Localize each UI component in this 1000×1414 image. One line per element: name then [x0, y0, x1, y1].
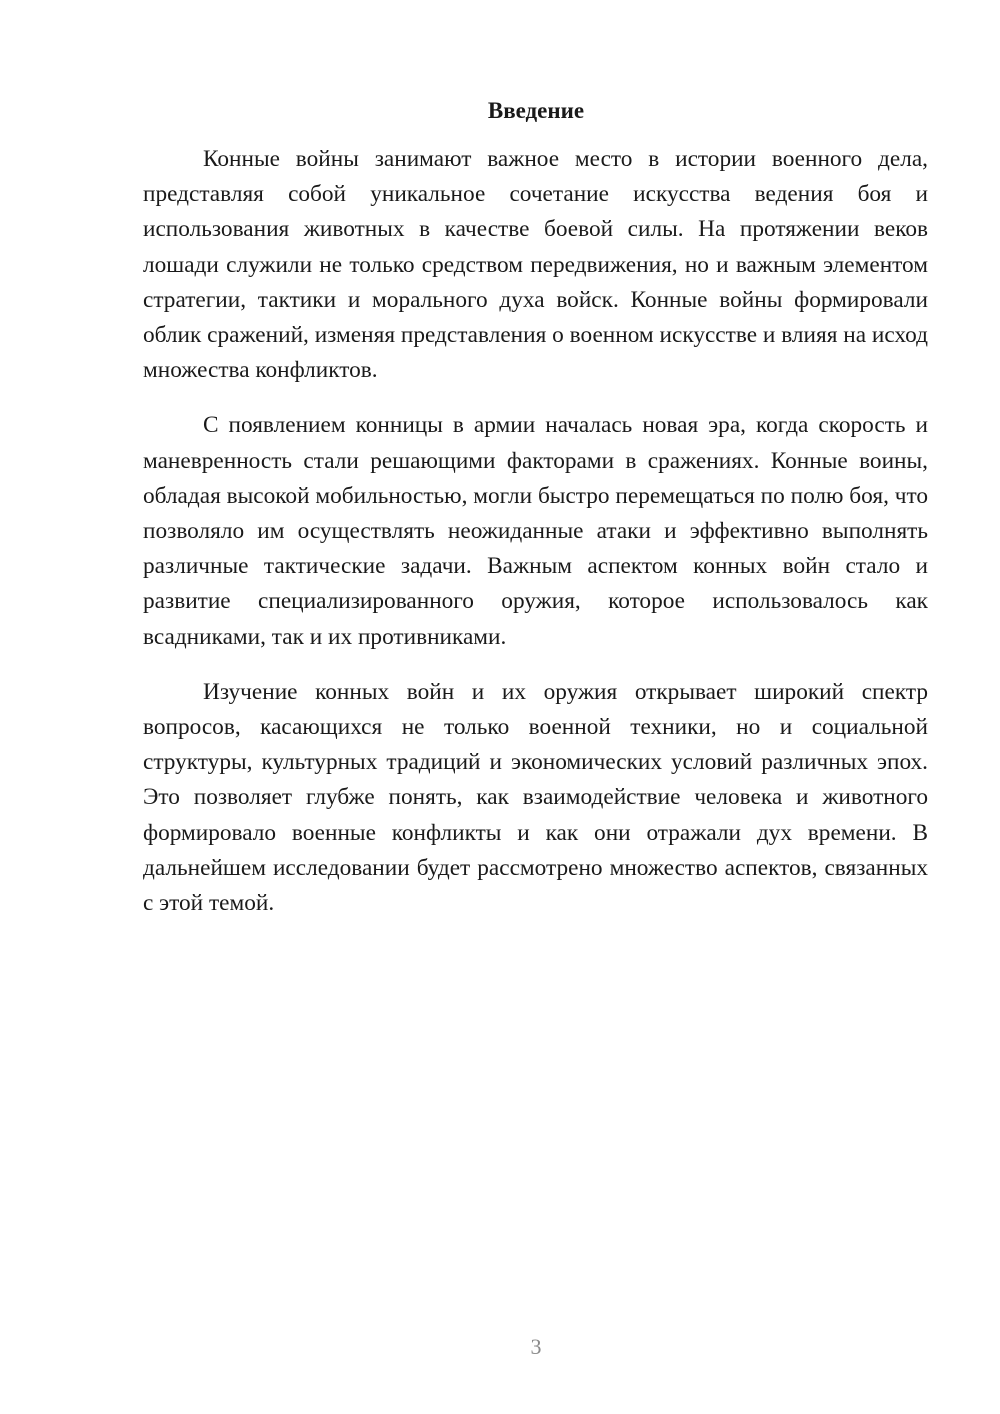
paragraph-1: Конные войны занимают важное место в истории военного дела, представляя собой уникальное сочетание искусства ведения боя и использования животных в качестве боевой силы. На протяжении веков лошади служили не только средством передвижения, но и важным элементом стратегии, тактики и морального духа войск. Конные войны формировали облик сражений, изменяя представления о военном искусстве и влияя на исход множества конфликтов. — [143, 146, 928, 384]
document-body — [143, 142, 928, 941]
paragraph-2: С появлением конницы в армии началась новая эра, когда скорость и маневренность стали решающими факторами в сражениях. Конные воины, обладая высокой мобильностью, могли быстро перемещаться по полю боя, что позволяло им осуществлять неожиданные атаки и эффективно выполнять различные тактические задачи. Важным аспектом конных войн стало и развитие специализированного оружия, которое использовалось как всадниками, так и их противниками. — [143, 412, 928, 650]
paragraph-3: Изучение конных войн и их оружия открывает широкий спектр вопросов, касающихся не только военной техники, но и социальной структуры, культурных традиций и экономических условий различных эпох. Это позволяет глубже понять, как взаимодействие человека и животного формировало военные конфликты и как они отражали дух времени. В дальнейшем исследовании будет рассмотрено множество аспектов, связанных с этой темой. — [143, 678, 928, 917]
page-title: Введение — [487, 98, 585, 123]
page-number: 3 — [530, 1334, 542, 1359]
